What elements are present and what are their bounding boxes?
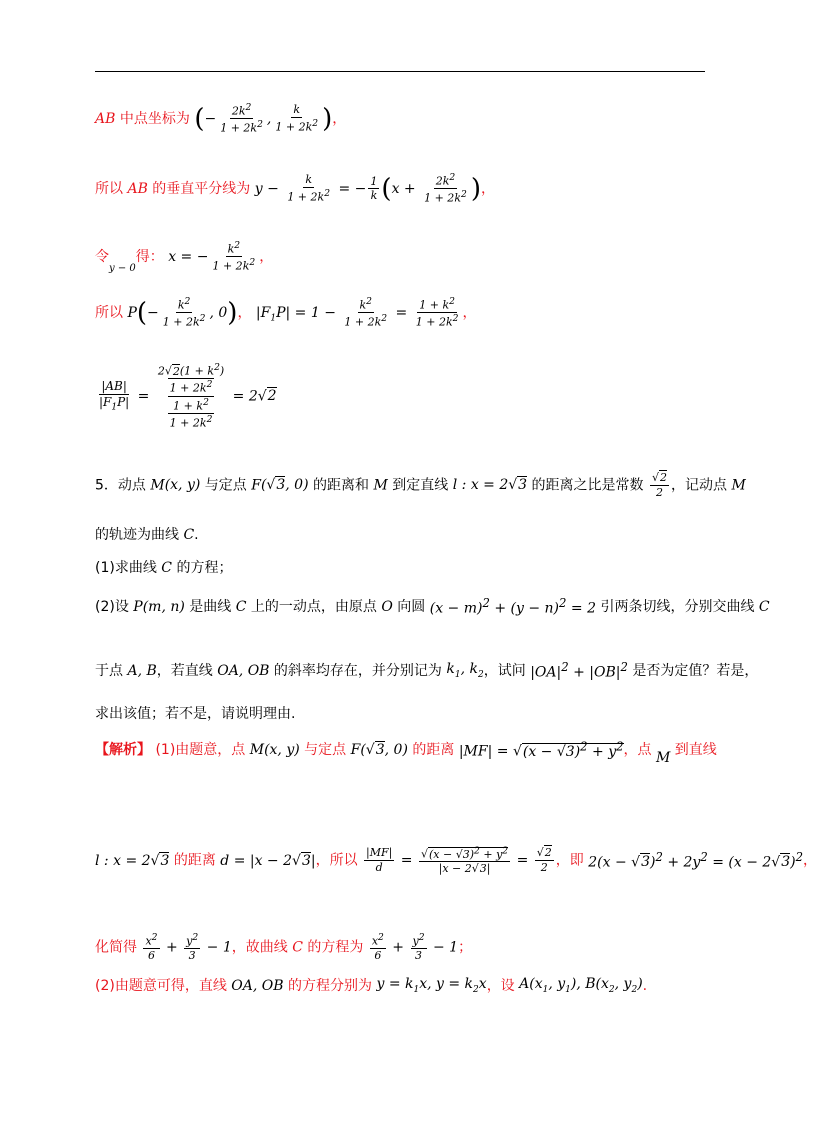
problem5-line2: 的轨迹为曲线 C.: [95, 527, 199, 543]
solution-line2: l : x = 2√3 的距离 d = |x − 2√3|，所以 $\frac{|MF|}{d}$ = $\frac{√(x - √3)^2 + y^2}{|x - 2√3|}$ = $\frac{√2}{2}$ ，即 $2(x - √3)^2 + 2y^2 = (x - 2√3)^2$，: [95, 845, 817, 876]
question2-line1: (2)设 P(m, n) 是曲线 C 上的一动点，由原点 O 向圆 $(x - m)^2 + (y - n)^2 = 2$ 引两条切线，分别交曲线 C: [95, 596, 770, 617]
line-bisector: 所以 AB 的垂直平分线为 y − $\frac{k}{1 + 2k^2}$ = − $\frac{1}{k}$ (x + $\frac{2k^2}{1 + 2k^2}$ )，: [95, 172, 495, 206]
p-formula: P(− $\frac{k^2}{1 + 2k^2}$ , 0): [127, 296, 238, 330]
line-let: 令y − 0得： x = − $\frac{k^2}{1 + 2k^2}$ ，: [95, 240, 274, 274]
solution-line1: 【解析】 (1)由题意，点 M(x, y) 与定点 F(√3, 0) 的距离 $|MF| = √(x - √3)^2 + y^2$，点 M 到直线: [95, 739, 717, 766]
question1: (1)求曲线 C 的方程；: [95, 560, 233, 576]
question2-line3: 求出该值；若不是，请说明理由.: [95, 706, 296, 722]
midpoint-formula: (− $\frac{2k^2}{1 + 2k^2}$ , $\frac{k}{1 + 2k^2}$ ): [194, 102, 333, 136]
problem5-line1: 5．动点 M(x, y) 与定点 F(√3, 0) 的距离和 M 到定直线 l : x = 2√3 的距离之比是常数 $\frac{√2}{2}$ ，记动点 M: [95, 471, 746, 499]
solution-tag: 【解析】: [95, 741, 151, 758]
x-formula: x = − $\frac{k^2}{1 + 2k^2}$: [168, 240, 256, 274]
line-ratio: [95, 362, 277, 431]
f1p-formula: $|F_1P| = 1$ − $\frac{k^2}{1 + 2k^2}$ = $\frac{1 + k^2}{1 + 2k^2}$: [255, 296, 459, 330]
line-midpoint: AB 中点坐标为 (− $\frac{2k^2}{1 + 2k^2}$ , $\frac{k}{1 + 2k^2}$ )，: [95, 102, 347, 136]
let-condition: y − 0: [109, 262, 136, 274]
solution-line3: 化简得 $\frac{x^2}{6}$ + $\frac{y^2}{3}$ − 1，故曲线 C 的方程为 $\frac{x^2}{6}$ + $\frac{y^2}{3}$ − 1；: [95, 932, 473, 963]
solution-line4: (2)由题意可得，直线 OA, OB 的方程分别为 $y = k_1x$, $y = k_2x$，设 $A(x_1$, $y_1$), $B(x_2$, $y_2$).: [95, 976, 648, 995]
bisector-text: 所以 AB 的垂直平分线为: [95, 180, 251, 197]
line-point-p: 所以 P(− $\frac{k^2}{1 + 2k^2}$ , 0)， $|F_1P| = 1$ − $\frac{k^2}{1 + 2k^2}$ = $\frac{1 + k^2}{1 + 2k^2}$ ，: [95, 296, 477, 330]
header-rule: [95, 71, 705, 72]
bisector-formula: y − $\frac{k}{1 + 2k^2}$ = − $\frac{1}{k}$ (x + $\frac{2k^2}{1 + 2k^2}$ ): [254, 172, 481, 206]
midpoint-text: AB 中点坐标为: [95, 110, 190, 127]
question2-line2: 于点 A, B，若直线 OA, OB 的斜率均存在，并分别记为 $k_1$, $k_2$，试问 $|OA|^2 + |OB|^2$ 是否为定值？若是，: [95, 660, 759, 681]
ratio-formula: $\frac{|AB|}{|F_1P|}$ = $2√2(1 + k^2)$ $1 + 2k^2$ $1 + k^2$ $1 + 2k^2$ = 2√2: [99, 362, 277, 430]
